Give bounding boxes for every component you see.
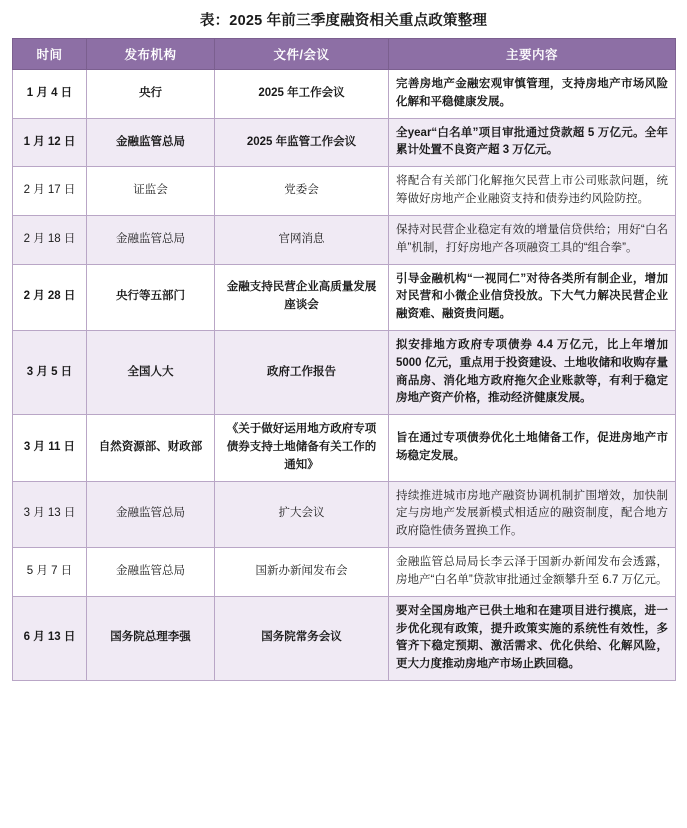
cell-time: 5 月 7 日 [13, 548, 87, 597]
column-header-doc: 文件/会议 [215, 39, 389, 70]
cell-org: 金融监管总局 [87, 215, 215, 264]
cell-time: 1 月 4 日 [13, 70, 87, 119]
cell-doc: 政府工作报告 [215, 330, 389, 414]
cell-doc: 扩大会议 [215, 481, 389, 547]
table-row [13, 167, 676, 216]
cell-org: 全国人大 [87, 330, 215, 414]
cell-content: 引导金融机构“一视同仁”对待各类所有制企业，增加对民营和小微企业信贷投放。下大气力解决民营企业融资难、融资贵问题。 [389, 264, 676, 330]
table-row [13, 415, 676, 481]
column-header-time: 时间 [13, 39, 87, 70]
table-row [13, 215, 676, 264]
page-title: 表：2025 年前三季度融资相关重点政策整理 [199, 13, 488, 29]
cell-doc: 官网消息 [215, 215, 389, 264]
cell-org: 国务院总理李强 [87, 596, 215, 680]
cell-content: 金融监管总局局长李云泽于国新办新闻发布会透露，房地产“白名单”贷款审批通过金额攀升至 6.7 万亿元。 [389, 548, 676, 597]
table-row [13, 70, 676, 119]
cell-doc: 2025 年工作会议 [215, 70, 389, 119]
cell-content: 旨在通过专项债券优化土地储备工作，促进房地产市场稳定发展。 [389, 415, 676, 481]
cell-doc: 2025 年监管工作会议 [215, 118, 389, 167]
cell-content: 持续推进城市房地产融资协调机制扩围增效，加快制定与房地产发展新模式相适应的融资制度，配合地方政府隐性债务置换工作。 [389, 481, 676, 547]
cell-time: 3 月 11 日 [13, 415, 87, 481]
table-row [13, 481, 676, 547]
cell-content: 要对全国房地产已供土地和在建项目进行摸底，进一步优化现有政策，提升政策实施的系统性有效性，多管齐下稳定预期、激活需求、优化供给、化解风险，更大力度推动房地产市场止跌回稳。 [389, 596, 676, 680]
table-row [13, 118, 676, 167]
cell-org: 金融监管总局 [87, 481, 215, 547]
table-header-row [13, 39, 676, 70]
cell-doc: 国务院常务会议 [215, 596, 389, 680]
cell-content: 全year“白名单”项目审批通过贷款超 5 万亿元。全年累计处置不良资产超 3 万亿元。 [389, 118, 676, 167]
cell-content: 拟安排地方政府专项债券 4.4 万亿元，比上年增加 5000 亿元，重点用于投资建设、土地收储和收购存量商品房、消化地方政府拖欠企业账款等，有利于稳定房地产资产价格，推动经济健康发展。 [389, 330, 676, 414]
table-row [13, 330, 676, 414]
cell-org: 金融监管总局 [87, 118, 215, 167]
cell-content: 将配合有关部门化解拖欠民营上市公司账款问题，统筹做好房地产企业融资支持和债券违约风险防控。 [389, 167, 676, 216]
cell-org: 证监会 [87, 167, 215, 216]
cell-time: 3 月 5 日 [13, 330, 87, 414]
table-row [13, 548, 676, 597]
table-body [13, 70, 676, 681]
cell-doc: 国新办新闻发布会 [215, 548, 389, 597]
cell-content: 完善房地产金融宏观审慎管理，支持房地产市场风险化解和平稳健康发展。 [389, 70, 676, 119]
table-header [13, 39, 676, 70]
cell-time: 2 月 18 日 [13, 215, 87, 264]
cell-org: 金融监管总局 [87, 548, 215, 597]
column-header-org: 发布机构 [87, 39, 215, 70]
table-row [13, 264, 676, 330]
cell-time: 3 月 13 日 [13, 481, 87, 547]
policy-table [12, 38, 676, 681]
table-row [13, 596, 676, 680]
cell-org: 央行 [87, 70, 215, 119]
cell-time: 1 月 12 日 [13, 118, 87, 167]
cell-org: 央行等五部门 [87, 264, 215, 330]
column-header-content: 主要内容 [389, 39, 676, 70]
cell-doc: 金融支持民营企业高质量发展座谈会 [215, 264, 389, 330]
cell-time: 2 月 28 日 [13, 264, 87, 330]
cell-time: 6 月 13 日 [13, 596, 87, 680]
cell-doc: 《关于做好运用地方政府专项债券支持土地储备有关工作的通知》 [215, 415, 389, 481]
cell-doc: 党委会 [215, 167, 389, 216]
cell-content: 保持对民营企业稳定有效的增量信贷供给；用好“白名单”机制，打好房地产各项融资工具的“组合拳”。 [389, 215, 676, 264]
cell-org: 自然资源部、财政部 [87, 415, 215, 481]
cell-time: 2 月 17 日 [13, 167, 87, 216]
